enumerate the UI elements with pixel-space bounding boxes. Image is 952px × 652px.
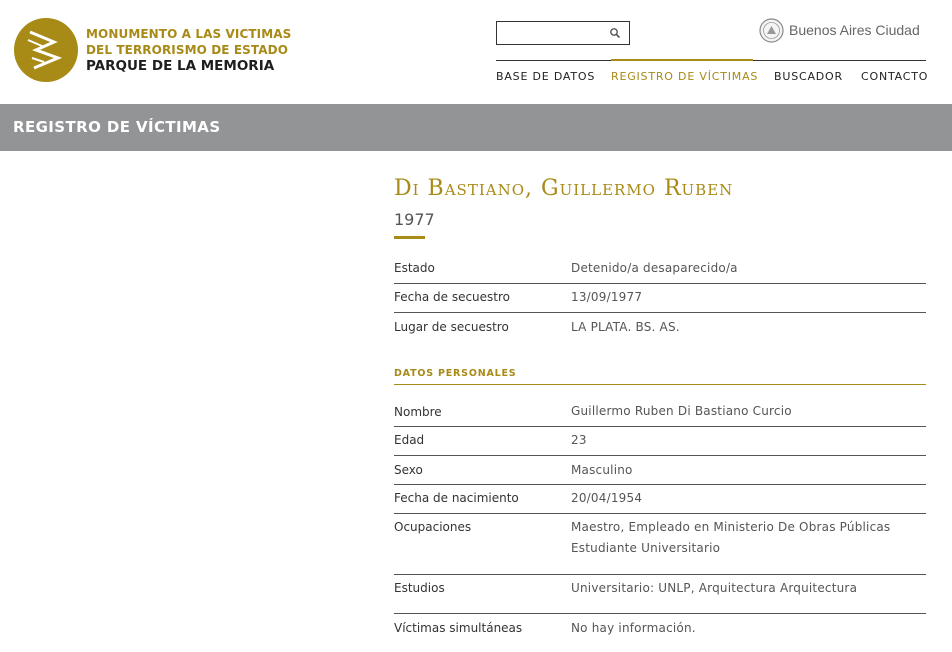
city-seal-icon [759, 18, 784, 43]
section-divider [394, 384, 926, 385]
row-value: 23 [571, 433, 587, 447]
city-name: Buenos Aires Ciudad [789, 22, 920, 38]
row-value: Universitario: UNLP, Arquitectura Arquitectura [571, 581, 858, 595]
row-value: Masculino [571, 463, 633, 477]
row-value-continued: Estudiante Universitario [571, 541, 721, 555]
search-input[interactable] [501, 23, 609, 45]
row-value: 20/04/1954 [571, 491, 643, 505]
table-row [394, 398, 926, 427]
row-label: Fecha de nacimiento [394, 491, 519, 505]
nav-item-buscador[interactable]: BUSCADOR [774, 70, 843, 83]
table-row [394, 614, 926, 644]
table-row [394, 456, 926, 485]
memorial-logo-icon[interactable] [14, 18, 78, 82]
logo-line-2: DEL TERRORISMO DE ESTADO [86, 43, 288, 57]
row-label: Fecha de secuestro [394, 290, 511, 304]
row-label: Edad [394, 433, 425, 447]
table-row [394, 514, 926, 575]
logo-line-3: PARQUE DE LA MEMORIA [86, 58, 275, 74]
row-label: Estudios [394, 581, 445, 595]
person-year: 1977 [394, 210, 435, 229]
table-row [394, 575, 926, 614]
nav-item-base-de-datos[interactable]: BASE DE DATOS [496, 70, 596, 83]
search-box [496, 21, 630, 45]
personal-section-title: DATOS PERSONALES [394, 368, 517, 379]
row-label: Víctimas simultáneas [394, 621, 523, 635]
person-name: Di Bastiano, Guillermo Ruben [394, 176, 734, 201]
row-value: Detenido/a desaparecido/a [571, 261, 738, 275]
logo-line-1: MONUMENTO A LAS VICTIMAS [86, 27, 292, 41]
row-label: Sexo [394, 463, 423, 477]
row-label: Nombre [394, 405, 442, 419]
row-value: No hay información. [571, 621, 696, 635]
table-row [394, 284, 926, 313]
section-banner [0, 104, 952, 151]
table-row [394, 427, 926, 456]
nav-item-contacto[interactable]: CONTACTO [861, 70, 929, 83]
row-value: Guillermo Ruben Di Bastiano Curcio [571, 404, 792, 418]
row-label: Lugar de secuestro [394, 320, 509, 334]
row-value: LA PLATA. BS. AS. [571, 320, 680, 334]
table-row [394, 255, 926, 284]
year-underline [394, 236, 425, 239]
row-value: Maestro, Empleado en Ministerio De Obras Públicas [571, 520, 891, 534]
row-label: Estado [394, 261, 435, 275]
nav-active-indicator [611, 59, 753, 61]
row-value: 13/09/1977 [571, 290, 643, 304]
table-row [394, 313, 926, 343]
main-nav [496, 60, 929, 88]
search-icon[interactable] [609, 27, 621, 39]
city-logo[interactable] [759, 16, 920, 44]
banner-title: REGISTRO DE VÍCTIMAS [13, 118, 221, 136]
nav-item-registro-de-victimas[interactable]: REGISTRO DE VÍCTIMAS [611, 70, 759, 83]
row-label: Ocupaciones [394, 520, 472, 534]
memorial-logo-text[interactable] [86, 26, 291, 74]
table-row [394, 485, 926, 514]
